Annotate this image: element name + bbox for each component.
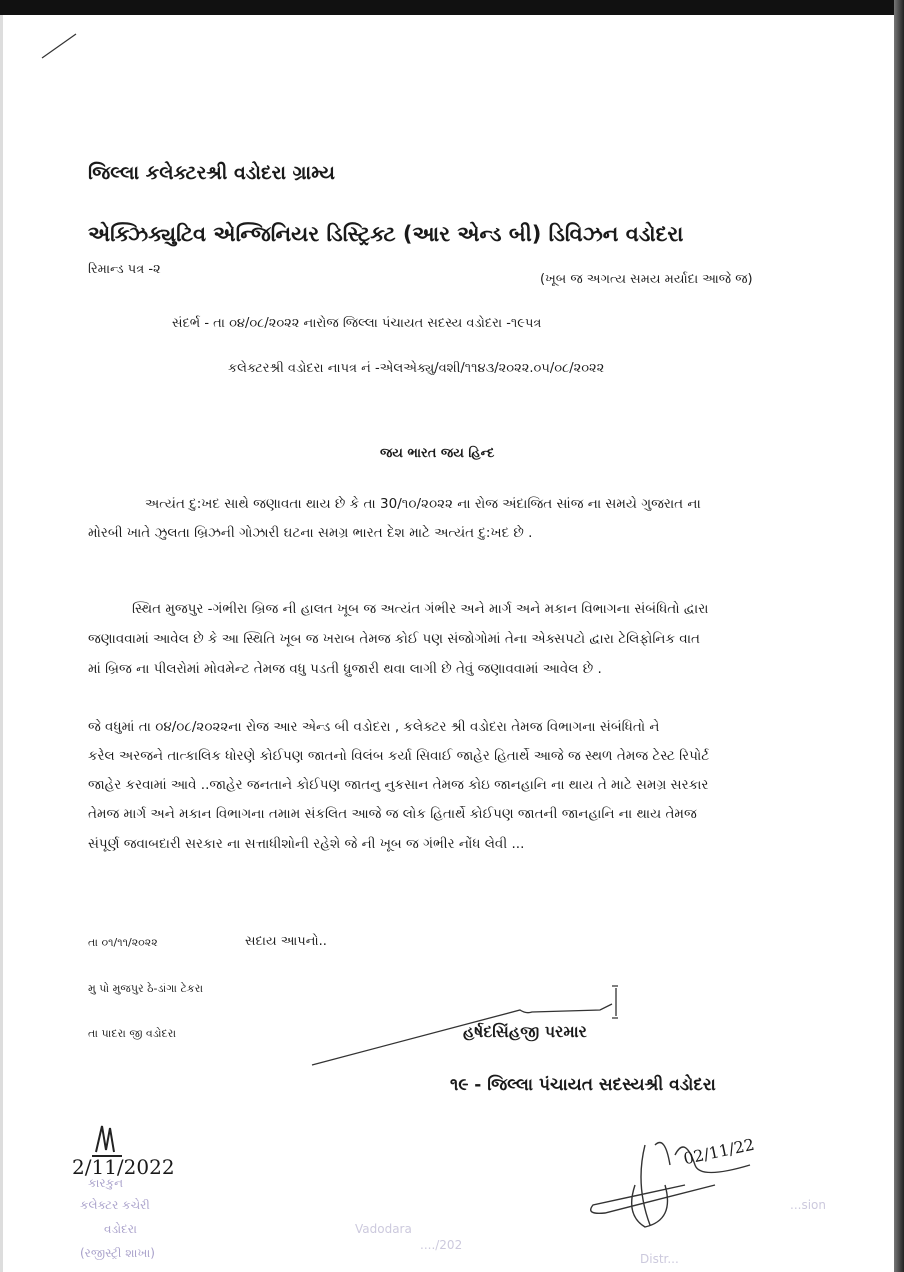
signatory-name: હર્ષદસિંહજી પરમાર xyxy=(463,1022,587,1041)
address-line-1: મુ પો મુજપુર ઠે-ડાંગા ટેકરા xyxy=(88,982,204,995)
reference-2: કલેક્ટરશ્રી વડોદરા નાપત્ર નં -એલએક્યુ/વશી/૧૧૪૩/૨૦૨૨.૦૫/૦૮/૨૦૨૨ xyxy=(228,361,605,376)
stamp-line: (રજીસ્ટ્રી શાખા) xyxy=(80,1246,155,1260)
paragraph-line: મોરબી ખાતે ઝુલતા બ્રિઝની ગોઝારી ઘટના સમગ્ર ભારત દેશ માટે અત્યંત દુ:ખદ છે . xyxy=(88,525,533,541)
signatory-designation: ૧૯ - જિલ્લા પંચાયત સદસ્યશ્રી વડોદરા xyxy=(450,1075,716,1095)
paragraph-line: જે વધુમાં તા ૦૪/૦૮/૨૦૨૨ના રોજ આર એન્ડ બી વડોદરા , કલેક્ટર શ્રી વડોદરા તેમજ વિભાગના સંબંધિતો ને xyxy=(88,719,660,735)
reference-1: સંદર્ભ - તા ૦૪/૦૮/૨૦૨૨ નારોજ જિલ્લા પંચાયત સદસ્ય વડોદરા -૧૯પત્ર xyxy=(172,316,542,331)
right-stamp-line: ...sion xyxy=(790,1198,826,1212)
initials-mark xyxy=(88,1120,128,1160)
received-date: 2/11/2022 xyxy=(72,1155,175,1179)
remand-letter-no: રિમાન્ડ પત્ર -૨ xyxy=(88,262,161,277)
middle-stamp-line: ..../202 xyxy=(420,1238,463,1252)
stamp-line: કલેક્ટર કચેરી xyxy=(80,1198,150,1212)
header-collector: જિલ્લા કલેક્ટરશ્રી વડોદરા ગ્રામ્ય xyxy=(88,162,335,184)
right-border xyxy=(894,0,904,1272)
paragraph-line: કરેલ અરજને તાત્કાલિક ધોરણે કોઈપણ જાતનો વિલંબ કર્યા સિવાઈ જાહેર હિતાર્થે આજે જ સ્થળ તેમજ ટેસ્ટ રિપોર્ટ xyxy=(88,748,710,764)
letter-date: તા ૦૧/૧૧/૨૦૨૨ xyxy=(88,936,158,949)
left-edge xyxy=(0,15,3,1272)
closing: સદાય આપનો.. xyxy=(245,934,327,949)
paragraph-line: સ્થિત મુજપુર -ગંભીરા બ્રિજ ની હાલત ખૂબ જ અત્યંત ગંભીર અને માર્ગ અને મકાન વિભાગના સંબંધિતો દ્વારા xyxy=(132,601,709,617)
stamp-line: વડોદરા xyxy=(104,1222,137,1236)
paragraph-line: જણાવવામાં આવેલ છે કે આ સ્થિતિ ખૂબ જ ખરાબ તેમજ કોઈ પણ સંજોગોમાં તેના એક્સપટો દ્વારા ટેલિફોનિક વાત xyxy=(88,631,700,647)
header-executive-engineer: એક્ઝિક્યુટિવ એન્જિનિયર ડિસ્ટ્રિક્ટ (આર એન્ડ બી) ડિવિઝન વડોદરા xyxy=(88,222,684,246)
urgency-note: (ખૂબ જ અગત્ય સમય મર્યાદા આજે જ) xyxy=(540,272,753,287)
stamp-line: કારકુન xyxy=(88,1176,124,1190)
paragraph-line: જાહેર કરવામાં આવે ..જાહેર જનતાને કોઈપણ જાતનુ નુકસાન તેમજ કોઇ જાનહાનિ ના થાય તે માટે સમગ્ર સરકાર xyxy=(88,777,709,793)
address-line-2: તા પાદરા જી વડોદરા xyxy=(88,1027,177,1040)
top-border xyxy=(0,0,904,15)
paragraph-line: તેમજ માર્ગ અને મકાન વિભાગના તમામ સંકલિત આજે જ લોક હિતાર્થે કોઈપણ જાતની જાનહાનિ ના થાય તેમજ xyxy=(88,806,697,822)
paragraph-line: સંપૂર્ણ જવાબદારી સરકાર ના સત્તાધીશોની રહેશે જે ની ખૂબ જ ગંભીર નોંધ લેવી ... xyxy=(88,836,525,852)
pen-mark xyxy=(40,30,80,60)
salutation: જય ભારત જય હિન્દ xyxy=(380,446,495,461)
middle-stamp-line: Vadodara xyxy=(355,1222,412,1236)
paragraph-line: અત્યંત દુ:ખદ સાથે જણાવતા થાય છે કે તા 30/૧૦/૨૦૨૨ ના રોજ અંદાજિત સાંજ ના સમયે ગુજરાત ના xyxy=(145,496,701,512)
right-stamp-line: Distr... xyxy=(640,1252,679,1266)
engineer-sign-date: 02/11/22 xyxy=(681,1134,757,1169)
paragraph-line: માં બ્રિજ ના પીલરોમાં મોવમેન્ટ તેમજ વધુ પડતી ધ્રુજારી થવા લાગી છે તેવું જણાવવામાં આવેલ છે . xyxy=(88,661,602,677)
